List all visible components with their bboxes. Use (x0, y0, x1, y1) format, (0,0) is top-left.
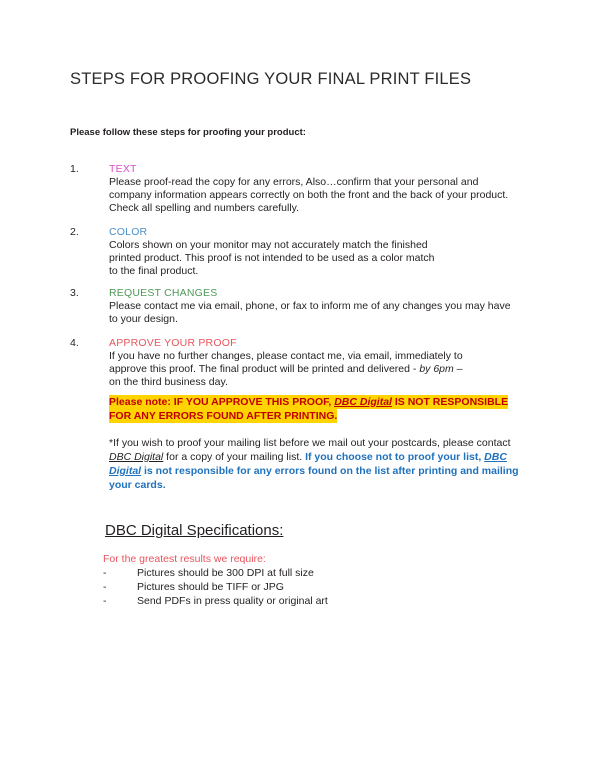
mailing-part-1: *If you wish to proof your mailing list before we mail out your postcards, please contact (109, 437, 511, 449)
step-line: Colors shown on your monitor may not accurately match the finished (109, 239, 428, 251)
page-title: STEPS FOR PROOFING YOUR FINAL PRINT FILES (70, 70, 472, 88)
dash-bullet: - (103, 581, 107, 593)
mailing-list-paragraph (109, 436, 529, 492)
note-prefix: Please note: IF YOU APPROVE THIS PROOF, (109, 396, 335, 408)
step-body (109, 226, 540, 279)
list-item (103, 566, 503, 580)
step-heading: COLOR (109, 226, 148, 238)
step-line: Check all spelling and numbers carefully. (109, 202, 300, 215)
step-heading: TEXT (109, 163, 137, 175)
mailing-company-2: DBC Digital (109, 451, 507, 477)
dash-bullet: - (103, 595, 107, 607)
step-body (109, 337, 540, 390)
specifications-subtitle: For the greatest results we require: (103, 553, 266, 565)
step-body (109, 287, 540, 326)
list-item-label: Send PDFs in press quality or original art (137, 595, 328, 607)
step-number: 2. (70, 226, 79, 238)
step-line: printed product. This proof is not intended to be used as a color match (109, 252, 435, 265)
highlighted-liability-note (109, 396, 527, 423)
mailing-blue-part-1: If you choose not to proof your list, (305, 451, 485, 463)
step-line: Please proof-read the copy for any errors, Also…confirm that your personal and (109, 176, 479, 188)
step-line: on the third business day. (109, 376, 228, 389)
note-highlight (109, 395, 508, 423)
step-line: to the final product. (109, 265, 199, 278)
step-item-request-changes (70, 287, 540, 326)
step-line: Please contact me via email, phone, or fax to inform me of any changes you may have (109, 300, 511, 312)
list-item (103, 594, 503, 608)
step-item-text (70, 163, 540, 216)
step-line-prefix: approve this proof. The final product will be printed and delivered - (109, 363, 420, 376)
step-number: 3. (70, 287, 79, 299)
list-item (103, 580, 503, 594)
list-item-label: Pictures should be TIFF or JPG (137, 581, 284, 593)
step-line-suffix: – (453, 363, 463, 376)
note-company-name: DBC Digital (334, 396, 392, 408)
specifications-heading: DBC Digital Specifications: (105, 522, 284, 539)
step-line: to your design. (109, 313, 178, 326)
intro-instruction: Please follow these steps for proofing your product: (70, 127, 306, 138)
dash-bullet: - (103, 567, 107, 579)
step-line: company information appears correctly on both the front and the back of your product. (109, 189, 509, 202)
specifications-list (103, 566, 503, 608)
step-number: 4. (70, 337, 79, 349)
step-heading: APPROVE YOUR PROOF (109, 337, 237, 349)
step-line-with-italic (109, 363, 540, 376)
delivery-time-italic: by 6pm (419, 363, 454, 376)
note-suffix: IS NOT RESPONSIBLE FOR ANY ERRORS FOUND AFTER PRINTING. (109, 396, 509, 422)
step-heading: REQUEST CHANGES (109, 287, 218, 299)
step-number: 1. (70, 163, 79, 175)
step-body (109, 163, 540, 216)
step-line: If you have no further changes, please contact me, via email, immediately to (109, 350, 463, 362)
mailing-company-1: DBC Digital (109, 451, 164, 463)
step-item-color (70, 226, 540, 279)
step-item-approve-proof (70, 337, 540, 390)
mailing-part-2: for a copy of your mailing list. (163, 451, 306, 463)
mailing-blue-part-2: is not responsible for any errors found on the list after printing and mailing your cards. (109, 465, 519, 491)
list-item-label: Pictures should be 300 DPI at full size (137, 567, 314, 579)
